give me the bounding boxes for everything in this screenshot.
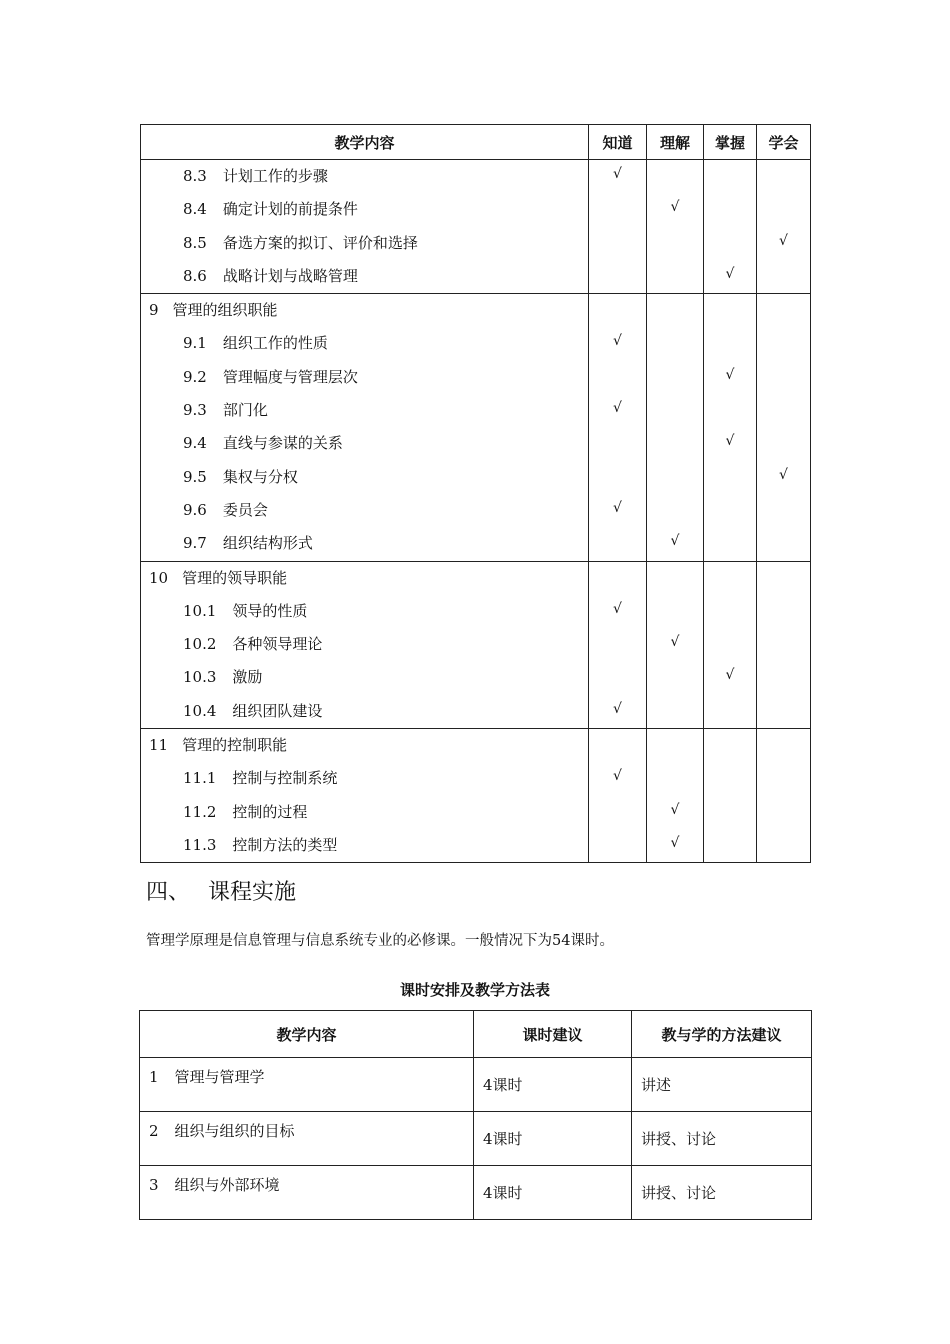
level-column-0 <box>589 729 647 863</box>
objective-text: 组织团队建设 <box>232 701 323 720</box>
header-content: 教学内容 <box>141 125 589 160</box>
level-column-2 <box>704 160 757 294</box>
objective-number: 9.1 <box>183 334 207 353</box>
schedule-method: 讲授、讨论 <box>632 1112 812 1166</box>
schedule-hours: 4课时 <box>474 1166 632 1220</box>
objective-text: 管理幅度与管理层次 <box>222 367 358 386</box>
schedule-content-cell <box>140 1112 474 1166</box>
schedule-header-content: 教学内容 <box>140 1011 474 1058</box>
chapter-number: 9 <box>149 301 159 320</box>
objective-text: 直线与参谋的关系 <box>222 434 343 453</box>
schedule-hours: 4课时 <box>474 1058 632 1112</box>
check-mark: √ <box>670 634 680 651</box>
objective-group-row <box>141 294 811 561</box>
header-know: 知道 <box>589 125 647 160</box>
objective-text: 计划工作的步骤 <box>222 167 328 185</box>
schedule-content-cell <box>140 1166 474 1220</box>
schedule-number: 2 <box>149 1122 159 1140</box>
objective-item <box>149 628 588 661</box>
schedule-row <box>140 1166 812 1220</box>
objective-number: 11.3 <box>183 835 217 854</box>
level-column-3 <box>757 294 811 561</box>
level-column-1 <box>647 160 704 294</box>
objective-item <box>149 762 588 795</box>
objective-group-content <box>141 294 589 561</box>
level-column-1 <box>647 294 704 561</box>
section-paragraph: 管理学原理是信息管理与信息系统专业的必修课。一般情况下为54课时。 <box>146 933 614 949</box>
objective-item <box>149 193 588 226</box>
chapter-title <box>149 294 588 327</box>
objective-text: 控制与控制系统 <box>232 769 338 788</box>
header-master: 掌握 <box>704 125 757 160</box>
objective-item <box>149 595 588 628</box>
schedule-content: 组织与组织的目标 <box>174 1122 295 1140</box>
objective-number: 8.3 <box>183 167 207 185</box>
chapter-title <box>149 562 588 595</box>
objective-text: 组织工作的性质 <box>222 334 328 353</box>
objective-text: 各种领导理论 <box>232 635 323 654</box>
objective-number: 8.4 <box>183 200 207 219</box>
level-column-0 <box>589 561 647 728</box>
schedule-content: 管理与管理学 <box>174 1068 265 1086</box>
objective-number: 9.7 <box>183 534 207 553</box>
level-column-3 <box>757 729 811 863</box>
section-title: 课程实施 <box>208 880 297 905</box>
check-mark: √ <box>779 466 788 483</box>
check-mark: √ <box>670 801 680 818</box>
objective-group-row <box>141 160 811 294</box>
objective-group-content <box>141 160 589 294</box>
objective-number: 9.5 <box>183 467 207 486</box>
check-mark: √ <box>670 834 680 851</box>
objective-item <box>149 527 588 560</box>
chapter-title <box>149 729 588 762</box>
schedule-row <box>140 1058 812 1112</box>
schedule-method: 讲授、讨论 <box>632 1166 812 1220</box>
objective-item <box>149 461 588 494</box>
check-mark: √ <box>779 232 788 249</box>
objective-number: 9.2 <box>183 367 207 386</box>
objectives-table <box>140 124 811 863</box>
objective-item <box>149 427 588 460</box>
check-mark: √ <box>613 768 622 785</box>
level-column-0 <box>589 160 647 294</box>
schedule-hours: 4课时 <box>474 1112 632 1166</box>
objective-number: 9.3 <box>183 401 207 420</box>
objective-text: 委员会 <box>222 500 268 519</box>
schedule-header-method: 教与学的方法建议 <box>632 1011 812 1058</box>
chapter-number: 11 <box>149 736 169 755</box>
check-mark: √ <box>613 333 622 350</box>
objective-text: 部门化 <box>222 401 268 420</box>
objective-number: 11.1 <box>183 769 217 788</box>
check-mark: √ <box>613 700 622 717</box>
schedule-header-hours: 课时建议 <box>474 1011 632 1058</box>
objective-item <box>149 494 588 527</box>
objective-number: 10.4 <box>183 701 217 720</box>
objective-text: 战略计划与战略管理 <box>222 266 358 285</box>
chapter-number: 10 <box>149 568 169 587</box>
check-mark: √ <box>613 166 622 182</box>
schedule-number: 3 <box>149 1176 159 1194</box>
objective-number: 10.3 <box>183 668 217 687</box>
check-mark: √ <box>725 366 735 383</box>
objective-group-row <box>141 729 811 863</box>
check-mark: √ <box>725 265 735 282</box>
section-heading <box>146 875 296 906</box>
objective-number: 10.2 <box>183 635 217 654</box>
objective-item <box>149 227 588 260</box>
objective-text: 组织结构形式 <box>222 534 313 553</box>
objective-number: 11.2 <box>183 802 217 821</box>
check-mark: √ <box>725 667 735 684</box>
section-number: 四、 <box>146 880 191 905</box>
schedule-content: 组织与外部环境 <box>174 1176 280 1194</box>
objective-text: 确定计划的前提条件 <box>222 200 358 219</box>
check-mark: √ <box>670 199 680 216</box>
level-column-2 <box>704 729 757 863</box>
objective-item <box>149 394 588 427</box>
objective-group-content <box>141 561 589 728</box>
level-column-3 <box>757 561 811 728</box>
objective-item <box>149 829 588 862</box>
schedule-caption: 课时安排及教学方法表 <box>399 981 550 999</box>
level-column-1 <box>647 561 704 728</box>
objective-item <box>149 661 588 694</box>
objective-text: 激励 <box>232 668 263 687</box>
objective-group-content <box>141 729 589 863</box>
schedule-method: 讲述 <box>632 1058 812 1112</box>
level-column-2 <box>704 561 757 728</box>
objective-item <box>149 796 588 829</box>
objective-text: 控制的过程 <box>232 802 308 821</box>
objective-text: 控制方法的类型 <box>232 835 338 854</box>
objective-item <box>149 695 588 728</box>
level-column-2 <box>704 294 757 561</box>
objective-number: 9.4 <box>183 434 207 453</box>
objective-number: 8.6 <box>183 266 207 285</box>
objective-item <box>149 361 588 394</box>
objectives-header-row <box>141 125 811 160</box>
schedule-content-cell <box>140 1058 474 1112</box>
header-understand: 理解 <box>647 125 704 160</box>
level-column-0 <box>589 294 647 561</box>
check-mark: √ <box>613 400 622 417</box>
objective-item <box>149 260 588 293</box>
chapter-text: 管理的组织职能 <box>172 301 278 320</box>
schedule-header-row <box>140 1011 812 1058</box>
objective-number: 10.1 <box>183 601 217 620</box>
check-mark: √ <box>613 600 622 617</box>
objective-number: 9.6 <box>183 500 207 519</box>
objective-number: 8.5 <box>183 233 207 252</box>
level-column-3 <box>757 160 811 294</box>
schedule-row <box>140 1112 812 1166</box>
chapter-text: 管理的领导职能 <box>182 568 288 587</box>
objective-item <box>149 327 588 360</box>
schedule-number: 1 <box>149 1068 159 1086</box>
check-mark: √ <box>670 533 680 550</box>
objective-text: 领导的性质 <box>232 601 308 620</box>
schedule-table <box>139 1010 812 1220</box>
check-mark: √ <box>725 433 735 450</box>
objective-group-row <box>141 561 811 728</box>
objective-text: 集权与分权 <box>222 467 298 486</box>
objective-text: 备选方案的拟订、评价和选择 <box>222 233 418 252</box>
level-column-1 <box>647 729 704 863</box>
check-mark: √ <box>613 499 622 516</box>
header-learn: 学会 <box>757 125 811 160</box>
objective-item <box>149 160 588 193</box>
chapter-text: 管理的控制职能 <box>182 736 288 755</box>
